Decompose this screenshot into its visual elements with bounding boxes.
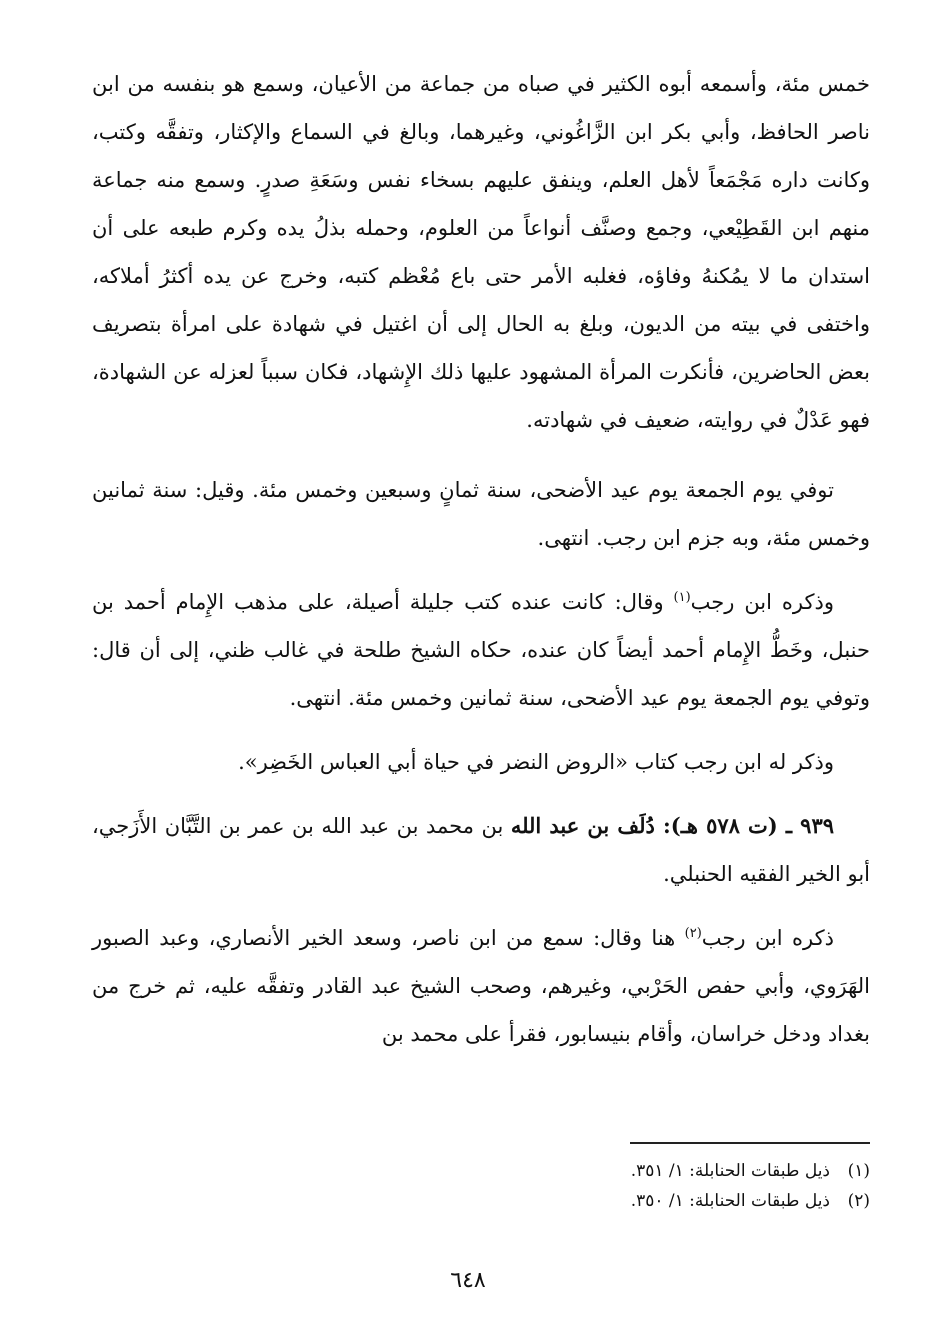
paragraph-2: توفي يوم الجمعة يوم عيد الأضحى، سنة ثمانٍ وسبعين وخمس مئة. وقيل: سنة ثمانين وخمس مئة، وبه جزم ابن رجب. انتهى.: [92, 478, 870, 550]
paragraph-1: خمس مئة، وأسمعه أبوه الكثير في صباه من جماعة من الأعيان، وسمع هو بنفسه من ابن ناصر الحافظ، وأبي بكر ابن الزَّاغُوني، وغيرهما، وبالغ في السماع والإكثار، وتفقَّه وكتب، وكانت داره مَجْمَعاً لأهل العلم، وينفق عليهم بسخاء نفس وسَعَةِ صدرٍ. وسمع منه جماعة منهم ابن القَطِيْعي، وجمع وصنَّف أنواعاً من العلوم، وحمله بذلُ يده وكرم طبعه على أن استدان ما لا يمُكنهُ وفاؤه، فغلبه الأمر حتى باع مُعْظم كتبه، وخرج عن يده أكثرُ أملاكه، واختفى في بيته من الديون، وبلغ به الحال إلى أن اغتيل في شهادة على امرأة بتصريف بعض الحاضرين، فأنكرت المرأة المشهود عليها ذلك الإِشهاد، فكان سبباً لعزله عن الشهادة، فهو عَدْلٌ في روايته، ضعيف في شهادته.: [92, 72, 870, 432]
paragraph-3: [92, 578, 870, 722]
page-body: [92, 60, 870, 1058]
footnote-2-text: ذيل طبقات الحنابلة: ١/ ٣٥٠.: [630, 1191, 830, 1211]
paragraph-4: وذكر له ابن رجب كتاب «الروض النضر في حياة أبي العباس الخَضِر».: [238, 750, 834, 774]
paragraph-6-rest: هنا وقال: سمع من ابن ناصر، وسعد الخير الأنصاري، وعبد الصبور الهَرَوي، وأبي حفص الحَرْبي، وغيرهم، وصحب الشيخ عبد القادر وتفقَّه عليه، ثم خرج من بغداد ودخل خراسان، وأقام بنيسابور، فقرأ على محمد بن: [92, 926, 870, 1046]
footnote-mark-1: (١): [673, 590, 691, 605]
footnote-divider: [630, 1142, 870, 1144]
paragraph-6: [92, 914, 870, 1058]
page-number: ٦٤٨: [450, 1268, 486, 1293]
paragraph-3-start: وذكره ابن رجب: [690, 590, 834, 614]
footnote-1-number: (١): [847, 1161, 870, 1181]
paragraph-6-start: ذكره ابن رجب: [701, 926, 834, 950]
entry-heading: ٩٣٩ ـ (ت ٥٧٨ هـ): دُلَف بن عبد الله: [510, 813, 835, 838]
entry-text: بن محمد بن عبد الله بن عمر بن التَّبَّان الأَزَجي، أبو الخير الفقيه الحنبلي.: [92, 814, 870, 886]
paragraph-3-rest: وقال: كانت عنده كتب جليلة أصيلة، على مذهب الإِمام أحمد بن حنبل، وخَطُّ الإِمام أحمد أيضاً كان عنده، حكاه الشيخ طلحة في غالب ظني، إلى أن قال: وتوفي يوم الجمعة يوم عيد الأضحى، سنة ثمانين وخمس مئة. انتهى.: [92, 590, 870, 710]
footnotes: [92, 1142, 870, 1216]
entry-939: [92, 802, 870, 898]
footnote-1: [92, 1156, 870, 1186]
footnote-2-number: (٢): [847, 1191, 870, 1211]
footnote-1-text: ذيل طبقات الحنابلة: ١/ ٣٥١.: [630, 1161, 830, 1181]
footnote-2: [92, 1186, 870, 1216]
footnote-mark-2: (٢): [684, 926, 702, 941]
